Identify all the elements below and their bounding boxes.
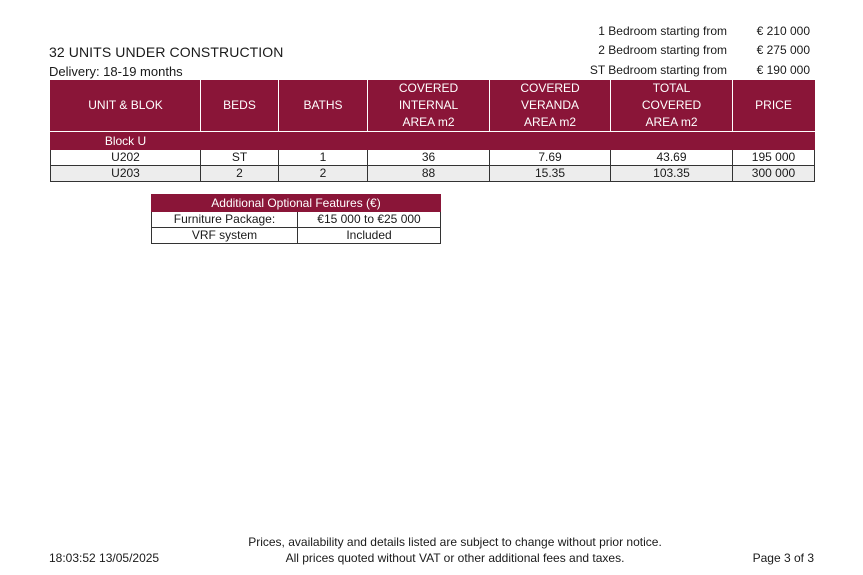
summary-label: 1 Bedroom starting from (598, 24, 727, 38)
footer-disclaimer-2: All prices quoted without VAT or other additional fees and taxes. (285, 551, 625, 565)
table-row (51, 166, 815, 182)
cell-baths: 2 (279, 166, 368, 182)
cell-internal: 36 (368, 150, 490, 166)
cell-total: 103.35 (611, 166, 733, 182)
cell-internal: 88 (368, 166, 490, 182)
feature-name: Furniture Package: (152, 212, 298, 228)
header-internal-area: COVERED INTERNAL AREA m2 (368, 80, 490, 132)
cell-total: 43.69 (611, 150, 733, 166)
feature-name: VRF system (152, 228, 298, 244)
header-veranda-area: COVERED VERANDA AREA m2 (490, 80, 611, 132)
cell-veranda: 7.69 (490, 150, 611, 166)
header-total-area: TOTAL COVERED AREA m2 (611, 80, 733, 132)
page-headline: 32 UNITS UNDER CONSTRUCTION (49, 44, 284, 60)
table-row (51, 150, 815, 166)
cell-baths: 1 (279, 150, 368, 166)
cell-veranda: 15.35 (490, 166, 611, 182)
feature-value: Included (298, 228, 441, 244)
footer-disclaimer-1: Prices, availability and details listed are subject to change without prior notice. (248, 535, 662, 549)
optional-header-row (152, 195, 441, 212)
block-label: Block U (51, 132, 201, 150)
units-table (50, 80, 815, 182)
cell-beds: ST (201, 150, 279, 166)
cell-beds: 2 (201, 166, 279, 182)
header-price: PRICE (733, 80, 815, 132)
table-row (152, 228, 441, 244)
block-row (51, 132, 815, 150)
cell-price: 300 000 (733, 166, 815, 182)
header-unit: UNIT & BLOK (51, 80, 201, 132)
optional-features-table (151, 194, 441, 244)
summary-row-studio (560, 63, 810, 81)
summary-value: € 210 000 (756, 24, 810, 38)
table-row (152, 212, 441, 228)
summary-label: ST Bedroom starting from (589, 63, 727, 77)
table-header-row (51, 80, 815, 132)
feature-value: €15 000 to €25 000 (298, 212, 441, 228)
summary-value: € 275 000 (756, 43, 810, 57)
optional-features-title: Additional Optional Features (€) (152, 195, 441, 212)
cell-unit: U202 (51, 150, 201, 166)
delivery-text: Delivery: 18-19 months (49, 64, 183, 79)
summary-row-2bed (560, 43, 810, 61)
summary-value: € 190 000 (756, 63, 810, 77)
footer-page-number: Page 3 of 3 (752, 551, 814, 565)
summary-label: 2 Bedroom starting from (598, 43, 727, 57)
block-spacer (201, 132, 815, 150)
footer-timestamp: 18:03:52 13/05/2025 (49, 551, 160, 565)
cell-price: 195 000 (733, 150, 815, 166)
header-baths: BATHS (279, 80, 368, 132)
summary-row-1bed (560, 24, 810, 42)
header-beds: BEDS (201, 80, 279, 132)
cell-unit: U203 (51, 166, 201, 182)
